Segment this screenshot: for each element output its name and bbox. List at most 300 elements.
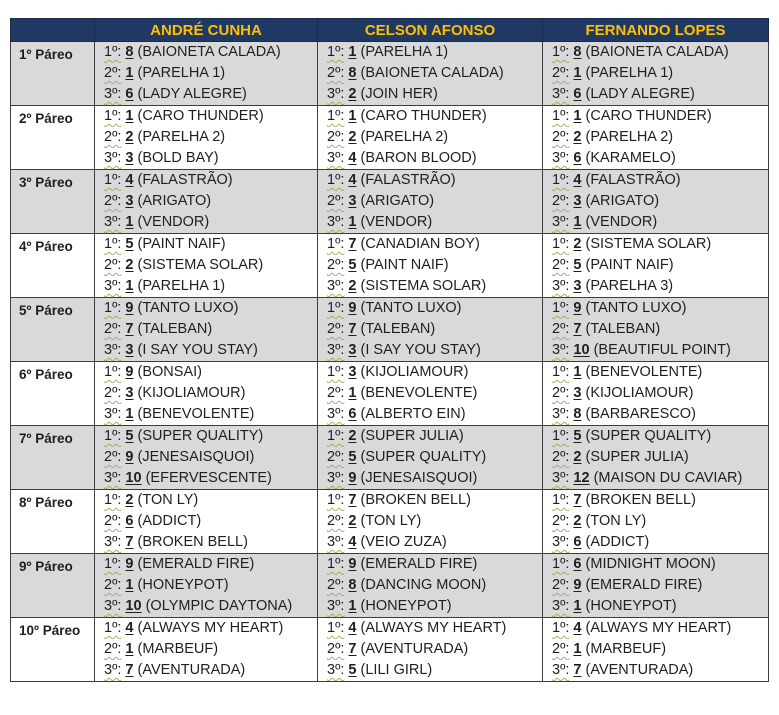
- horse-name: (ADDICT): [137, 513, 202, 529]
- pick-position: 1º:: [327, 556, 345, 572]
- pick-position: 1º:: [552, 364, 570, 380]
- tipster-picks-cell: [543, 42, 769, 106]
- horse-number: 3: [573, 193, 582, 209]
- horse-number: 10: [125, 598, 142, 614]
- header-tipster-celson-afonso: CELSON AFONSO: [318, 19, 543, 42]
- horse-number: 10: [125, 470, 142, 486]
- pick-position: 1º:: [552, 620, 570, 636]
- horse-number: 9: [125, 556, 134, 572]
- pick-line: [95, 63, 317, 84]
- horse-number: 5: [125, 428, 134, 444]
- horse-number: 1: [573, 214, 582, 230]
- horse-number: 2: [573, 449, 582, 465]
- pick-line: [95, 84, 317, 105]
- horse-number: 1: [125, 65, 134, 81]
- horse-name: (ADDICT): [585, 534, 650, 550]
- tipster-picks-cell: [543, 426, 769, 490]
- pick-line: [543, 191, 768, 212]
- horse-name: (HONEYPOT): [137, 577, 229, 593]
- horse-number: 2: [125, 257, 134, 273]
- horse-number: 3: [573, 385, 582, 401]
- pick-position: 1º:: [552, 556, 570, 572]
- horse-number: 2: [348, 513, 357, 529]
- horse-number: 9: [125, 449, 134, 465]
- horse-name: (ALWAYS MY HEART): [585, 620, 732, 636]
- horse-name: (PARELHA 1): [137, 65, 226, 81]
- race-row: [11, 42, 769, 106]
- tipster-picks-cell: [318, 234, 543, 298]
- pick-line: [95, 127, 317, 148]
- pick-line: [95, 255, 317, 276]
- horse-name: (PARELHA 2): [137, 129, 226, 145]
- horse-name: (FALASTRÃO): [360, 172, 456, 188]
- pick-position: 1º:: [327, 300, 345, 316]
- pick-line: [318, 170, 542, 191]
- pick-position: 1º:: [104, 492, 122, 508]
- horse-name: (MARBEUF): [137, 641, 219, 657]
- tipster-picks-cell: [543, 554, 769, 618]
- tipster-picks-cell: [543, 298, 769, 362]
- pick-position: 3º:: [327, 406, 345, 422]
- pick-position: 3º:: [104, 278, 122, 294]
- pick-line: [95, 170, 317, 191]
- horse-number: 1: [348, 385, 357, 401]
- pick-line: [95, 426, 317, 447]
- pick-position: 3º:: [327, 534, 345, 550]
- pick-position: 1º:: [552, 236, 570, 252]
- tipster-picks-cell: [543, 234, 769, 298]
- pick-line: [543, 42, 768, 63]
- pick-line: [318, 511, 542, 532]
- race-row: [11, 170, 769, 234]
- pick-position: 3º:: [552, 342, 570, 358]
- horse-name: (SISTEMA SOLAR): [585, 236, 712, 252]
- pick-position: 3º:: [552, 150, 570, 166]
- pick-position: 1º:: [552, 300, 570, 316]
- pick-line: [95, 511, 317, 532]
- pick-position: 2º:: [327, 513, 345, 529]
- horse-name: (EMERALD FIRE): [585, 577, 703, 593]
- pick-position: 3º:: [327, 278, 345, 294]
- horse-name: (BROKEN BELL): [360, 492, 471, 508]
- horse-name: (LADY ALEGRE): [585, 86, 695, 102]
- pick-line: [318, 639, 542, 660]
- horse-name: (HONEYPOT): [585, 598, 677, 614]
- horse-number: 1: [125, 278, 134, 294]
- horse-number: 4: [348, 534, 357, 550]
- pick-position: 1º:: [327, 620, 345, 636]
- horse-number: 1: [573, 364, 582, 380]
- horse-name: (SUPER QUALITY): [137, 428, 264, 444]
- horse-name: (BONSAI): [137, 364, 202, 380]
- pick-position: 3º:: [552, 278, 570, 294]
- race-label: 1º Páreo: [11, 42, 95, 106]
- tipster-picks-cell: [543, 490, 769, 554]
- pick-position: 2º:: [552, 65, 570, 81]
- horse-name: (AVENTURADA): [360, 641, 469, 657]
- pick-line: [95, 404, 317, 425]
- race-row: [11, 554, 769, 618]
- pick-position: 1º:: [104, 44, 122, 60]
- pick-line: [318, 404, 542, 425]
- tipster-picks-cell: [95, 490, 318, 554]
- horse-name: (TANTO LUXO): [360, 300, 462, 316]
- pick-position: 1º:: [552, 428, 570, 444]
- pick-position: 3º:: [104, 470, 122, 486]
- pick-line: [543, 84, 768, 105]
- horse-name: (SUPER QUALITY): [360, 449, 487, 465]
- pick-position: 2º:: [552, 641, 570, 657]
- pick-position: 1º:: [104, 428, 122, 444]
- horse-name: (PAINT NAIF): [137, 236, 226, 252]
- tipster-picks-cell: [95, 618, 318, 682]
- pick-position: 2º:: [552, 513, 570, 529]
- race-label: 4º Páreo: [11, 234, 95, 298]
- horse-number: 10: [573, 342, 590, 358]
- race-row: [11, 490, 769, 554]
- pick-line: [543, 340, 768, 361]
- horse-name: (I SAY YOU STAY): [360, 342, 481, 358]
- pick-position: 3º:: [327, 662, 345, 678]
- pick-position: 3º:: [327, 86, 345, 102]
- pick-line: [95, 298, 317, 319]
- pick-line: [318, 319, 542, 340]
- pick-position: 2º:: [552, 129, 570, 145]
- horse-number: 5: [573, 257, 582, 273]
- horse-name: (JOIN HER): [360, 86, 438, 102]
- horse-number: 2: [573, 129, 582, 145]
- horse-name: (TALEBAN): [585, 321, 661, 337]
- horse-name: (VEIO ZUZA): [360, 534, 447, 550]
- pick-position: 2º:: [552, 577, 570, 593]
- header-tipster-andre-cunha: ANDRÉ CUNHA: [95, 19, 318, 42]
- pick-line: [95, 340, 317, 361]
- header-tipster-fernando-lopes: FERNANDO LOPES: [543, 19, 769, 42]
- horse-name: (PARELHA 2): [585, 129, 674, 145]
- horse-number: 12: [573, 470, 590, 486]
- race-row: [11, 106, 769, 170]
- horse-name: (LADY ALEGRE): [137, 86, 247, 102]
- tipster-picks-cell: [318, 618, 543, 682]
- pick-line: [318, 383, 542, 404]
- pick-line: [543, 383, 768, 404]
- pick-position: 1º:: [327, 172, 345, 188]
- pick-position: 1º:: [552, 172, 570, 188]
- horse-name: (CARO THUNDER): [585, 108, 712, 124]
- horse-number: 3: [125, 385, 134, 401]
- horse-name: (ARIGATO): [360, 193, 435, 209]
- race-label: 5º Páreo: [11, 298, 95, 362]
- horse-name: (BENEVOLENTE): [137, 406, 255, 422]
- pick-position: 3º:: [552, 214, 570, 230]
- pick-position: 1º:: [327, 236, 345, 252]
- horse-number: 3: [573, 278, 582, 294]
- pick-position: 3º:: [327, 150, 345, 166]
- pick-line: [95, 234, 317, 255]
- horse-name: (BARBARESCO): [585, 406, 696, 422]
- pick-line: [318, 212, 542, 233]
- horse-number: 7: [348, 321, 357, 337]
- pick-line: [543, 660, 768, 681]
- pick-line: [95, 276, 317, 297]
- horse-name: (SISTEMA SOLAR): [360, 278, 487, 294]
- horse-number: 1: [348, 44, 357, 60]
- pick-position: 1º:: [327, 492, 345, 508]
- pick-position: 2º:: [552, 257, 570, 273]
- horse-number: 8: [573, 44, 582, 60]
- pick-line: [95, 660, 317, 681]
- pick-position: 2º:: [104, 321, 122, 337]
- pick-position: 2º:: [552, 449, 570, 465]
- horse-number: 4: [125, 620, 134, 636]
- tipster-picks-cell: [95, 170, 318, 234]
- horse-name: (EMERALD FIRE): [137, 556, 255, 572]
- horse-number: 8: [125, 44, 134, 60]
- horse-name: (LILI GIRL): [360, 662, 433, 678]
- pick-position: 1º:: [327, 108, 345, 124]
- horse-name: (KIJOLIAMOUR): [137, 385, 246, 401]
- horse-number: 9: [573, 300, 582, 316]
- horse-name: (JENESAISQUOI): [360, 470, 478, 486]
- pick-line: [95, 532, 317, 553]
- horse-name: (CARO THUNDER): [360, 108, 487, 124]
- pick-line: [543, 127, 768, 148]
- pick-line: [318, 255, 542, 276]
- horse-number: 5: [348, 449, 357, 465]
- horse-number: 1: [125, 214, 134, 230]
- pick-position: 2º:: [327, 193, 345, 209]
- horse-name: (BROKEN BELL): [585, 492, 696, 508]
- pick-line: [95, 148, 317, 169]
- pick-line: [95, 468, 317, 489]
- pick-line: [318, 298, 542, 319]
- pick-position: 2º:: [327, 65, 345, 81]
- pick-line: [318, 106, 542, 127]
- pick-position: 1º:: [104, 364, 122, 380]
- pick-position: 2º:: [104, 641, 122, 657]
- pick-line: [318, 191, 542, 212]
- pick-position: 1º:: [104, 236, 122, 252]
- horse-number: 6: [573, 150, 582, 166]
- tipster-picks-cell: [95, 106, 318, 170]
- pick-position: 1º:: [327, 364, 345, 380]
- pick-line: [543, 468, 768, 489]
- pick-line: [318, 127, 542, 148]
- horse-name: (SUPER JULIA): [585, 449, 689, 465]
- pick-position: 2º:: [104, 129, 122, 145]
- pick-line: [95, 575, 317, 596]
- horse-name: (ARIGATO): [585, 193, 660, 209]
- pick-line: [95, 490, 317, 511]
- race-label: 3º Páreo: [11, 170, 95, 234]
- pick-position: 2º:: [327, 641, 345, 657]
- header-corner: [11, 19, 95, 42]
- pick-position: 2º:: [552, 385, 570, 401]
- pick-line: [95, 447, 317, 468]
- pick-position: 2º:: [327, 385, 345, 401]
- horse-name: (SUPER JULIA): [360, 428, 464, 444]
- horse-number: 4: [573, 620, 582, 636]
- pick-line: [318, 575, 542, 596]
- horse-number: 3: [348, 342, 357, 358]
- pick-line: [318, 63, 542, 84]
- horse-number: 7: [348, 641, 357, 657]
- horse-number: 9: [125, 364, 134, 380]
- horse-number: 1: [348, 214, 357, 230]
- horse-name: (BEAUTIFUL POINT): [593, 342, 731, 358]
- pick-position: 3º:: [552, 598, 570, 614]
- pick-position: 3º:: [104, 662, 122, 678]
- horse-number: 6: [573, 534, 582, 550]
- pick-line: [543, 596, 768, 617]
- race-row: [11, 426, 769, 490]
- pick-line: [318, 447, 542, 468]
- tipster-picks-cell: [95, 554, 318, 618]
- horse-name: (VENDOR): [137, 214, 210, 230]
- tipster-picks-cell: [95, 298, 318, 362]
- horse-name: (KIJOLIAMOUR): [360, 364, 469, 380]
- horse-number: 1: [125, 641, 134, 657]
- pick-position: 1º:: [104, 556, 122, 572]
- race-label: 10º Páreo: [11, 618, 95, 682]
- pick-line: [95, 212, 317, 233]
- pick-position: 3º:: [552, 406, 570, 422]
- horse-number: 3: [125, 342, 134, 358]
- tipster-picks-cell: [95, 234, 318, 298]
- pick-line: [543, 639, 768, 660]
- horse-number: 2: [348, 428, 357, 444]
- horse-number: 9: [573, 577, 582, 593]
- horse-name: (VENDOR): [585, 214, 658, 230]
- pick-position: 2º:: [104, 193, 122, 209]
- pick-line: [543, 511, 768, 532]
- horse-number: 7: [125, 662, 134, 678]
- pick-position: 2º:: [104, 257, 122, 273]
- pick-position: 3º:: [104, 150, 122, 166]
- horse-number: 4: [348, 172, 357, 188]
- pick-position: 2º:: [552, 321, 570, 337]
- horse-number: 6: [125, 513, 134, 529]
- pick-line: [95, 106, 317, 127]
- pick-position: 2º:: [327, 577, 345, 593]
- pick-line: [543, 170, 768, 191]
- tipster-picks-cell: [95, 42, 318, 106]
- race-row: [11, 618, 769, 682]
- horse-name: (ALBERTO EIN): [360, 406, 466, 422]
- pick-line: [318, 532, 542, 553]
- horse-name: (ARIGATO): [137, 193, 212, 209]
- tipster-picks-cell: [318, 170, 543, 234]
- pick-line: [543, 554, 768, 575]
- predictions-table: [10, 18, 769, 682]
- horse-number: 7: [125, 321, 134, 337]
- pick-line: [318, 468, 542, 489]
- race-row: [11, 234, 769, 298]
- horse-number: 1: [573, 108, 582, 124]
- horse-number: 1: [348, 108, 357, 124]
- race-label: 2º Páreo: [11, 106, 95, 170]
- horse-number: 3: [125, 193, 134, 209]
- horse-name: (BARON BLOOD): [360, 150, 477, 166]
- pick-line: [318, 554, 542, 575]
- tipster-picks-cell: [543, 618, 769, 682]
- horse-name: (TALEBAN): [360, 321, 436, 337]
- pick-line: [543, 447, 768, 468]
- horse-number: 6: [573, 86, 582, 102]
- pick-position: 1º:: [104, 172, 122, 188]
- horse-number: 9: [348, 300, 357, 316]
- tipster-picks-cell: [318, 298, 543, 362]
- horse-number: 1: [573, 641, 582, 657]
- pick-line: [95, 639, 317, 660]
- pick-position: 2º:: [327, 321, 345, 337]
- race-label: 6º Páreo: [11, 362, 95, 426]
- horse-number: 2: [125, 492, 134, 508]
- pick-position: 3º:: [104, 534, 122, 550]
- horse-name: (KIJOLIAMOUR): [585, 385, 694, 401]
- pick-line: [543, 404, 768, 425]
- pick-line: [543, 426, 768, 447]
- horse-name: (BENEVOLENTE): [360, 385, 478, 401]
- horse-number: 3: [348, 364, 357, 380]
- pick-line: [95, 362, 317, 383]
- pick-position: 2º:: [327, 129, 345, 145]
- horse-number: 1: [125, 577, 134, 593]
- horse-name: (PAINT NAIF): [360, 257, 449, 273]
- horse-number: 9: [348, 470, 357, 486]
- horse-name: (AVENTURADA): [137, 662, 246, 678]
- horse-number: 7: [348, 492, 357, 508]
- horse-name: (MAISON DU CAVIAR): [593, 470, 743, 486]
- pick-position: 2º:: [104, 577, 122, 593]
- pick-line: [318, 426, 542, 447]
- pick-position: 2º:: [104, 385, 122, 401]
- horse-name: (PAINT NAIF): [585, 257, 674, 273]
- pick-line: [543, 362, 768, 383]
- pick-position: 3º:: [327, 214, 345, 230]
- pick-position: 3º:: [104, 406, 122, 422]
- pick-position: 3º:: [104, 214, 122, 230]
- horse-number: 7: [573, 492, 582, 508]
- horse-number: 8: [348, 65, 357, 81]
- horse-name: (EFERVESCENTE): [145, 470, 272, 486]
- pick-line: [95, 42, 317, 63]
- horse-number: 2: [348, 129, 357, 145]
- pick-position: 3º:: [327, 470, 345, 486]
- race-label: 9º Páreo: [11, 554, 95, 618]
- horse-name: (PARELHA 1): [360, 44, 449, 60]
- pick-line: [95, 618, 317, 639]
- pick-line: [543, 212, 768, 233]
- pick-line: [95, 596, 317, 617]
- horse-number: 5: [573, 428, 582, 444]
- pick-line: [318, 276, 542, 297]
- pick-position: 1º:: [327, 44, 345, 60]
- horse-name: (DANCING MOON): [360, 577, 487, 593]
- pick-position: 3º:: [104, 342, 122, 358]
- horse-number: 1: [125, 406, 134, 422]
- tipster-picks-cell: [318, 554, 543, 618]
- horse-name: (BOLD BAY): [137, 150, 219, 166]
- horse-number: 4: [348, 620, 357, 636]
- horse-number: 1: [573, 65, 582, 81]
- pick-line: [318, 596, 542, 617]
- horse-name: (PARELHA 1): [137, 278, 226, 294]
- pick-line: [318, 84, 542, 105]
- tipster-picks-cell: [318, 106, 543, 170]
- tipster-picks-cell: [95, 362, 318, 426]
- horse-number: 7: [125, 534, 134, 550]
